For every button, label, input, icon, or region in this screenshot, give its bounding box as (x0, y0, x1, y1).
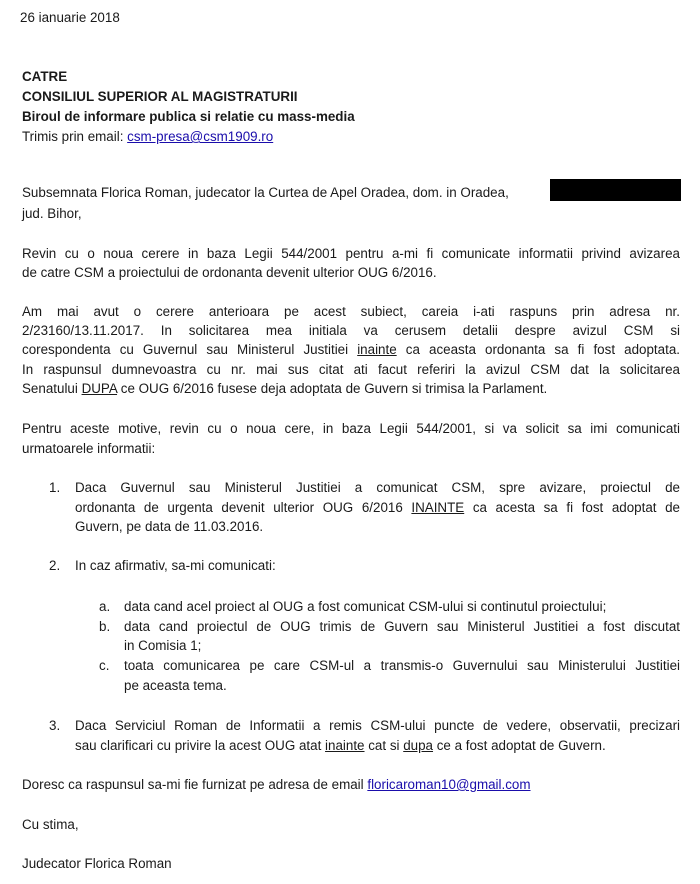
p3-line-1: Pentru aceste motive, revin cu o noua cere, in baza Legii 544/2001, si va solicit sa imi comunicati (22, 421, 680, 436)
item-2c-label: c. (99, 658, 110, 673)
letter-date: 26 ianuarie 2018 (20, 10, 120, 25)
item-2-number: 2. (49, 558, 61, 573)
email-request-label: Doresc ca raspunsul sa-mi fie furnizat pe adresa de email (22, 777, 368, 792)
redacted-address (550, 179, 681, 201)
recipient-office: Biroul de informare publica si relatie cu mass-media (22, 109, 355, 124)
p2-line-3 (22, 341, 680, 359)
item-3-line-2-mid: cat si (364, 738, 404, 753)
item-1-line-2-start: ordonanta de urgenta devenit ulterior OUG 6/2016 (75, 500, 412, 515)
intro-line-2: jud. Bihor, (22, 206, 82, 221)
sent-by-label: Trimis prin email: (22, 129, 128, 144)
p2-emphasis-dupa: DUPA (81, 381, 118, 396)
p2-emphasis-inainte: inainte (357, 342, 397, 357)
recipient-email-link[interactable]: csm-presa@csm1909.ro (127, 129, 274, 144)
p2-line-3-start: corespondenta cu Guvernul sau Ministerul Justitiei (22, 342, 358, 357)
sent-by-email (22, 128, 273, 146)
reply-email-link[interactable]: floricaroman10@gmail.com (367, 777, 531, 792)
p2-line-1: Am mai avut o cerere anterioara pe acest subiect, careia i-ati raspuns prin adresa nr. (22, 304, 680, 319)
p2-line-5 (22, 380, 547, 398)
p1-line-1: Revin cu o noua cerere in baza Legii 544/2001 pentru a-mi fi comunicate informatii privind avizarea (22, 246, 680, 261)
item-3-line-2-start: sau clarificari cu privire la acest OUG atat (75, 738, 326, 753)
item-1-line-2 (75, 499, 680, 517)
p2-line-3-end: ca aceasta ordonanta sa fi fost adoptata. (396, 342, 680, 357)
p2-line-4: In raspunsul dumnevoastra cu nr. mai sus citat ati facut referiri la avizul CSM dat la solicitarea (22, 362, 680, 377)
item-2a-label: a. (99, 599, 111, 614)
item-3-line-2-end: ce a fost adoptat de Guvern. (433, 738, 606, 753)
recipient-institution: CONSILIUL SUPERIOR AL MAGISTRATURII (22, 89, 298, 104)
item-3-emphasis-dupa: dupa (403, 738, 434, 753)
item-1-emphasis-inainte: INAINTE (411, 500, 465, 515)
intro-line-1: Subsemnata Florica Roman, judecator la Curtea de Apel Oradea, dom. in Oradea, (22, 185, 509, 200)
item-3-line-2 (75, 737, 606, 755)
email-request (22, 776, 531, 794)
item-2a-text: data cand acel proiect al OUG a fost comunicat CSM-ului si continutul proiectului; (124, 599, 607, 614)
item-1-line-1: Daca Guvernul sau Ministerul Justitiei a comunicat CSM, spre avizare, proiectul de (75, 480, 680, 495)
p2-line-5-start: Senatului (22, 381, 82, 396)
p2-line-2: 2/23160/13.11.2017. In solicitarea mea initiala va cerusem detalii despre avizul CSM si (22, 323, 680, 338)
item-3-number: 3. (49, 718, 61, 733)
recipient-to: CATRE (22, 69, 68, 84)
p2-line-5-end: ce OUG 6/2016 fusese deja adoptata de Guvern si trimisa la Parlament. (117, 381, 548, 396)
item-1-number: 1. (49, 480, 61, 495)
signature: Judecator Florica Roman (22, 856, 172, 871)
item-3-line-1: Daca Serviciul Roman de Informatii a remis CSM-ului puncte de vedere, observatii, precizari (75, 718, 680, 733)
item-2-line-1: In caz afirmativ, sa-mi comunicati: (75, 558, 276, 573)
item-2c-line-1: toata comunicarea pe care CSM-ul a transmis-o Guvernului sau Ministerului Justitiei (124, 658, 680, 673)
closing-regards: Cu stima, (22, 817, 79, 832)
item-2b-label: b. (99, 619, 111, 634)
item-1-line-3: Guvern, pe data de 11.03.2016. (75, 519, 264, 534)
p1-line-2: de catre CSM a proiectului de ordonanta devenit ulterior OUG 6/2016. (22, 265, 437, 280)
item-2b-line-1: data cand proiectul de OUG trimis de Guvern sau Ministerul Justitiei a fost discutat (124, 619, 680, 634)
item-3-emphasis-inainte: inainte (325, 738, 365, 753)
item-2b-line-2: in Comisia 1; (124, 638, 202, 653)
item-2c-line-2: pe aceasta tema. (124, 678, 227, 693)
p3-line-2: urmatoarele informatii: (22, 441, 156, 456)
item-1-line-2-end: ca acesta sa fi fost adoptat de (464, 500, 680, 515)
